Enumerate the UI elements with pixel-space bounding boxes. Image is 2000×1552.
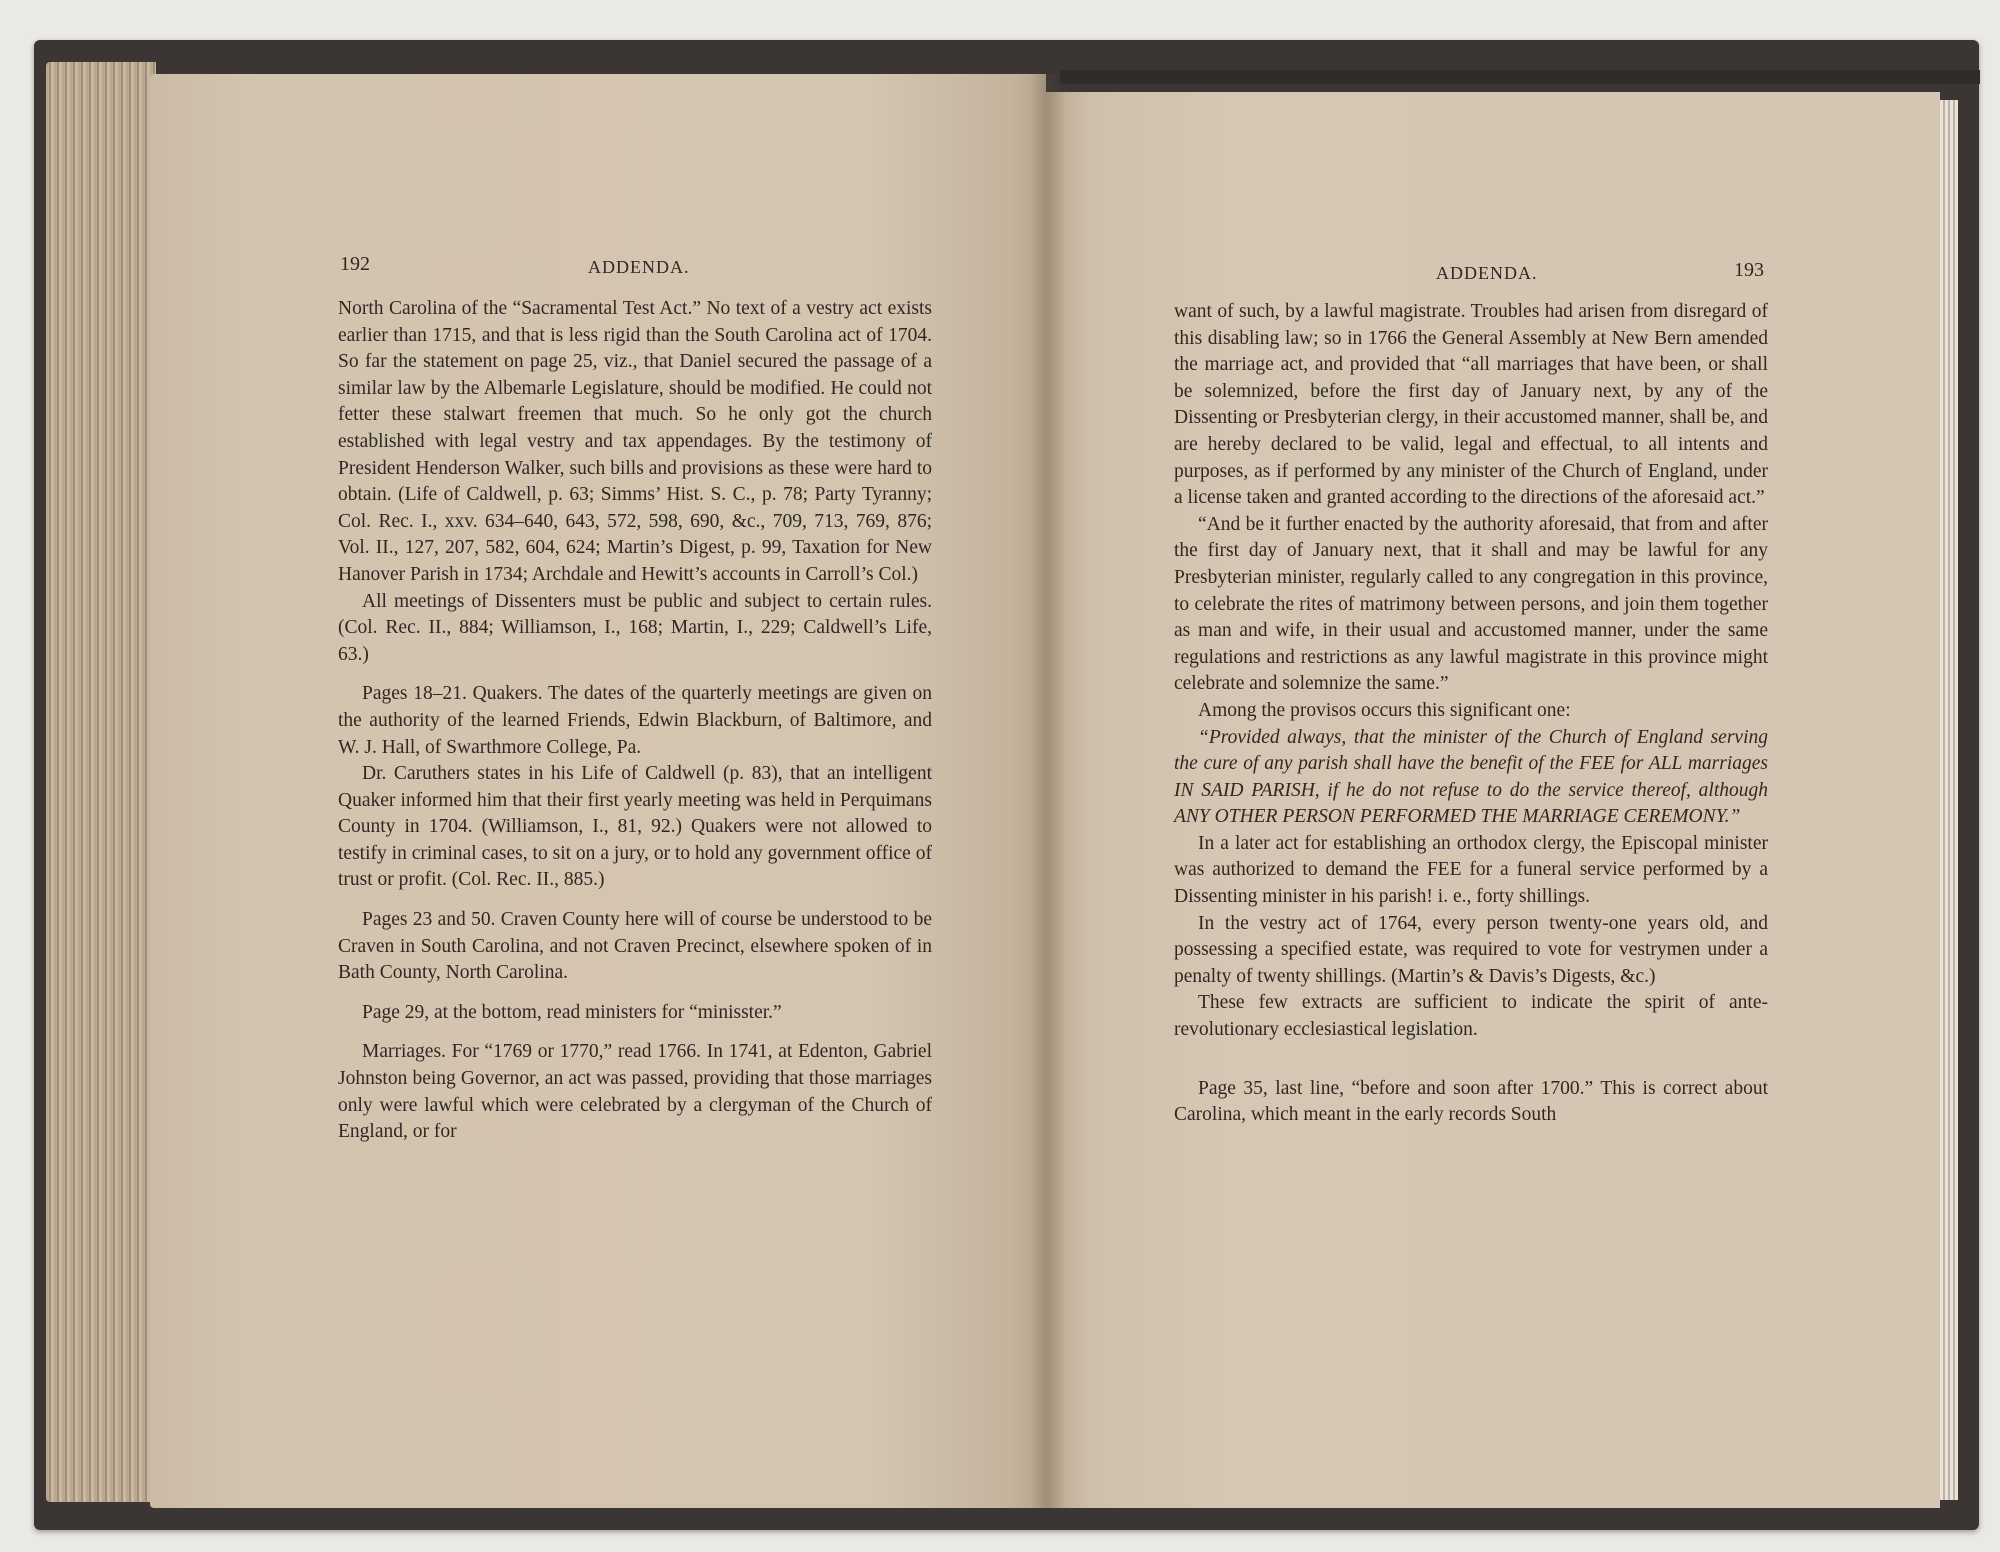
- paragraph: Dr. Caruthers states in his Life of Caldwell (p. 83), that an intelligent Quaker informed him that their first yearly meeting was held in Perquimans County in 1704. (Williamson, I., 81, 92.) Quakers were not allowed to testify in criminal cases, to sit on a jury, or to hold any government office of trust or profit. (Col. Rec. II., 885.): [338, 763, 932, 891]
- page-number: 193: [1734, 259, 1764, 281]
- running-head: ADDENDA.: [588, 257, 690, 277]
- paragraph: Pages 23 and 50. Craven County here will of course be understood to be Craven in South Carolina, and not Craven Precinct, elsewhere spoken of in Bath County, North Carolina.: [338, 909, 932, 984]
- right-page: [1046, 92, 1940, 1508]
- paragraph: want of such, by a lawful magistrate. Troubles had arisen from disregard of this disabling law; so in 1766 the General Assembly at New Bern amended the marriage act, and provided that “all marriages that have been, or shall be solemnized, before the first day of January next, by any of the Dissenting or Presbyterian clergy, in their accustomed manner, shall be, and are hereby declared to be valid, legal and effectual, to all intents and purposes, as if performed by any minister of the Church of England, under a license taken and granted according to the directions of the aforesaid act.”: [1174, 301, 1768, 509]
- right-page-text: [1174, 299, 1768, 1129]
- page-number: 192: [340, 253, 370, 275]
- paragraph: These few extracts are sufficient to indicate the spirit of ante-revolutionary ecclesiastical legislation.: [1174, 992, 1768, 1041]
- paragraph: In a later act for establishing an orthodox clergy, the Episcopal minister was authorized to demand the FEE for a funeral service performed by a Dissenting minister in his parish! i. e., forty shillings.: [1174, 832, 1768, 908]
- paragraph: Among the provisos occurs this significant one:: [1198, 699, 1571, 721]
- paragraph: In the vestry act of 1764, every person twenty-one years old, and possessing a specified estate, was required to vote for vestrymen under a penalty of twenty shillings. (Martin’s & Davis’s Digests, &c.): [1174, 912, 1768, 987]
- cover-top-edge: [1060, 70, 1980, 84]
- left-page: [150, 74, 1046, 1508]
- paragraph: North Carolina of the “Sacramental Test Act.” No text of a vestry act exists earlier than 1715, and that is less rigid than the South Carolina act of 1704. So far the statement on page 25, viz., that Daniel secured the passage of a similar law by the Albemarle Legislature, should be modified. He could not fetter these stalwart freemen that much. So he only got the church established with legal vestry and tax appendages. By the testimony of President Henderson Walker, such bills and provisions as these were hard to obtain. (Life of Caldwell, p. 63; Simms’ Hist. S. C., p. 78; Party Tyranny; Col. Rec. I., xxv. 634–640, 643, 572, 598, 690, &c., 709, 713, 769, 876; Vol. II., 127, 207, 582, 604, 624; Martin’s Digest, p. 99, Taxation for New Hanover Parish in 1734; Archdale and Hewitt’s accounts in Carroll’s Col.): [338, 298, 932, 585]
- page-edges-right: [1940, 100, 1958, 1500]
- page-edges-left: [46, 62, 156, 1502]
- paragraph: Page 35, last line, “before and soon after 1700.” This is correct about Carolina, which meant in the early records South: [1174, 1077, 1768, 1126]
- paragraph: All meetings of Dissenters must be public and subject to certain rules. (Col. Rec. II., 884; Williamson, I., 168; Martin, I., 229; Caldwell’s Life, 63.): [338, 590, 932, 665]
- paragraph: “And be it further enacted by the authority aforesaid, that from and after the first day of January next, that it shall and may be lawful for any Presbyterian minister, regularly called to any congregation in this province, to celebrate the rites of matrimony between persons, and join them together as man and wife, in their usual and accustomed manner, under the same regulations and restrictions as any lawful magistrate in this province might celebrate and solemnize the same.”: [1174, 513, 1768, 695]
- paragraph: Pages 18–21. Quakers. The dates of the quarterly meetings are given on the authority of the learned Friends, Edwin Blackburn, of Baltimore, and W. J. Hall, of Swarthmore College, Pa.: [338, 683, 932, 758]
- paragraph: “Provided always, that the minister of the Church of England serving the cure of any parish shall have the benefit of the FEE for ALL marriages IN SAID PARISH, if he do not refuse to do the service thereof, although ANY OTHER PERSON PERFORMED THE MARRIAGE CEREMONY.”: [1174, 726, 1768, 828]
- paragraph: Page 29, at the bottom, read ministers for “minisster.”: [362, 1001, 782, 1023]
- book-gutter: [1030, 74, 1066, 1508]
- running-head: ADDENDA.: [1436, 263, 1538, 283]
- paragraph: Marriages. For “1769 or 1770,” read 1766. In 1741, at Edenton, Gabriel Johnston being Governor, an act was passed, providing that those marriages only were lawful which were celebrated by a clergyman of the Church of England, or for: [338, 1041, 932, 1143]
- left-page-text: [338, 296, 932, 1146]
